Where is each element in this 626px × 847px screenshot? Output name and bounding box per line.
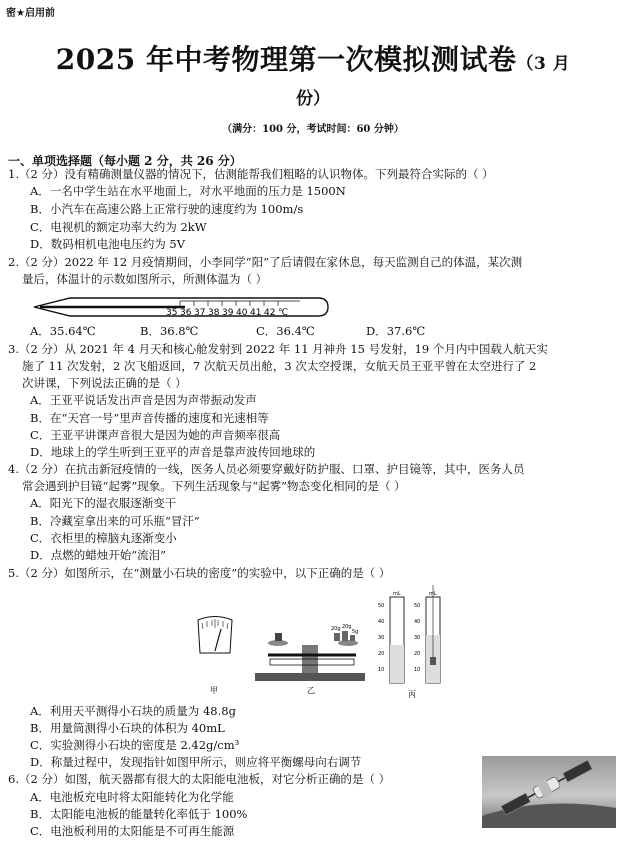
q3-stem-3: 次讲课，下列说法正确的是（ ） — [22, 376, 187, 390]
thermometer-label: ℃ — [278, 308, 289, 318]
thermometer-label: 35 — [166, 308, 178, 318]
q4-option-c: C．衣柜里的樟脑丸逐渐变小 — [30, 531, 177, 545]
q3-option-c: C．王亚平讲课声音很大是因为她的声音频率很高 — [30, 428, 281, 442]
q1-stem: 1.（2 分）没有精确测量仪器的情况下，估测能帮我们粗略的认识物体。下列最符合实际的（ ） — [8, 167, 494, 181]
cylinder-scale: 50 — [414, 603, 421, 609]
cylinder-scale: 10 — [378, 667, 385, 673]
q2-stem-1: 2.（2 分）2022 年 12 月疫情期间，小李同学“阳”了后请假在家休息，每天监测自己的体温，某次测 — [8, 255, 523, 269]
q6-stem: 6.（2 分）如图，航天器都有很大的太阳能电池板，对它分析正确的是（ ） — [8, 772, 391, 786]
q3-stem-1: 3.（2 分）从 2021 年 4 月天和核心舱发射到 2022 年 11 月神舟 15 号发射，19 个月内中国载人航天实 — [8, 342, 548, 356]
thermometer-label: 38 — [208, 308, 220, 318]
density-experiment-figure — [190, 585, 450, 705]
q5-stem: 5.（2 分）如图所示，在“测量小石块的密度”的实验中，以下正确的是（ ） — [8, 566, 391, 580]
thermometer-scale-labels — [166, 308, 288, 318]
q4-option-b: B．冷藏室拿出来的可乐瓶“冒汗” — [30, 514, 200, 528]
thermometer-label: 40 — [236, 308, 248, 318]
cylinder-scale: 20 — [378, 651, 385, 657]
spacecraft-photo — [482, 756, 616, 828]
section-heading: 一、单项选择题（每小题 2 分，共 26 分） — [8, 154, 242, 168]
q6-option-b: B．太阳能电池板的能量转化率低于 100% — [30, 807, 248, 821]
cylinder-unit: mL — [393, 591, 401, 597]
cylinder-scale: 50 — [378, 603, 385, 609]
q5-option-d: D．称量过程中，发现指针如图甲所示，则应将平衡螺母向右调节 — [30, 755, 362, 769]
q2-option-d: D．37.6℃ — [366, 324, 426, 338]
q6-option-a: A．电池板充电时将太阳能转化为化学能 — [30, 790, 234, 804]
exam-title-line2: 份） — [296, 89, 330, 109]
q6-option-c: C．电池板利用的太阳能是不可再生能源 — [30, 824, 235, 838]
q2-option-c: C．36.4℃ — [256, 324, 315, 338]
weight-label: 20g — [342, 624, 352, 630]
q3-stem-2: 施了 11 次发射，2 次飞船返回，7 次航天员出舱，3 次太空授课，女航天员王亚平曾在太空进行了 2 — [22, 359, 537, 373]
weight-label: 20g — [331, 626, 341, 632]
q3-option-b: B．在“天宫一号”里声音传播的速度和光速相等 — [30, 411, 269, 425]
q5-option-c: C．实验测得小石块的密度是 2.42g/cm³ — [30, 738, 240, 752]
figure-label-jia: 甲 — [210, 686, 218, 695]
thermometer-label: 36 — [180, 308, 192, 318]
cylinder-scale: 10 — [414, 667, 421, 673]
cylinder-scale: 30 — [378, 635, 385, 641]
exam-title — [0, 38, 626, 78]
thermometer-label: 41 — [250, 308, 262, 318]
q1-option-a: A．一名中学生站在水平地面上，对水平地面的压力是 1500N — [30, 184, 346, 198]
balance-pointer-dial — [198, 617, 232, 696]
weight-label: 5g — [352, 629, 359, 635]
q4-stem-1: 4.（2 分）在抗击新冠疫情的一线，医务人员必须要穿戴好防护服、口罩、护目镜等，其中，医务人员 — [8, 462, 525, 476]
cylinder-scale: 30 — [414, 635, 421, 641]
cylinder-scale: 40 — [378, 619, 385, 625]
q1-option-b: B．小汽车在高速公路上正常行驶的速度约为 100m/s — [30, 202, 304, 216]
q2-option-a: A．35.64℃ — [30, 324, 96, 338]
thermometer-label: 39 — [222, 308, 234, 318]
graduated-cylinders — [378, 585, 440, 699]
thermometer-ticks — [180, 301, 278, 306]
q4-option-d: D．点燃的蜡烛开始“流泪” — [30, 548, 166, 562]
exam-title-paren: （3 月 — [516, 54, 571, 74]
q1-option-d: D．数码相机电池电压约为 5V — [30, 237, 185, 251]
thermometer-label: 37 — [194, 308, 206, 318]
thermometer-figure — [30, 292, 330, 322]
q5-option-a: A．利用天平测得小石块的质量为 48.8g — [30, 704, 236, 718]
exam-subtitle: （满分：100 分，考试时间：60 分钟） — [222, 124, 404, 135]
exam-title-main: 2025 年中考物理第一次模拟测试卷 — [55, 43, 517, 76]
balance-figure — [255, 624, 365, 695]
q1-option-c: C．电视机的额定功率大约为 2kW — [30, 220, 207, 234]
cylinder-unit: mL — [429, 591, 437, 597]
q2-option-b: B．36.8℃ — [140, 324, 199, 338]
confidential-mark: 密★启用前 — [6, 8, 55, 19]
q4-option-a: A．阳光下的湿衣服逐渐变干 — [30, 496, 177, 510]
figure-label-yi: 乙 — [307, 686, 315, 695]
cylinder-scale: 40 — [414, 619, 421, 625]
thermometer-label: 42 — [264, 308, 276, 318]
q3-option-d: D．地球上的学生听到王亚平的声音是靠声波传回地球的 — [30, 445, 316, 459]
q4-stem-2: 常会遇到护目镜“起雾”现象。下列生活现象与“起雾”物态变化相同的是（ ） — [22, 479, 406, 493]
q2-options-row — [30, 323, 425, 340]
q2-stem-2: 量后，体温计的示数如图所示，所测体温为（ ） — [22, 272, 268, 286]
q5-option-b: B．用量筒测得小石块的体积为 40mL — [30, 721, 225, 735]
q3-option-a: A．王亚平说话发出声音是因为声带振动发声 — [30, 393, 257, 407]
figure-label-bing: 丙 — [408, 690, 416, 699]
cylinder-scale: 20 — [414, 651, 421, 657]
